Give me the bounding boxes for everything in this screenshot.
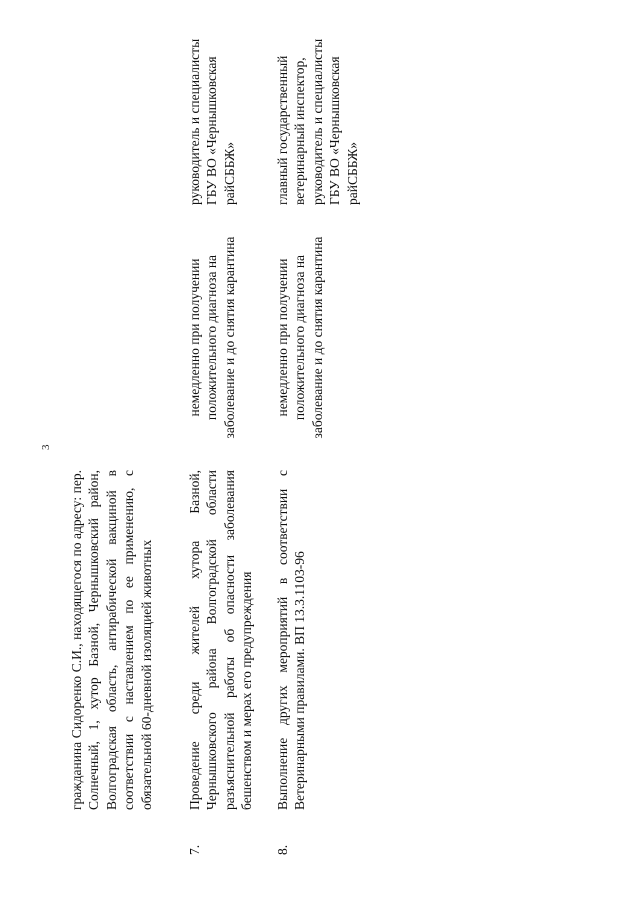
row-8-responsible: главный государственный ветеринарный инспектор, руководитель и специалисты ГБУ ВО «Чернышковская райСББЖ» xyxy=(275,38,360,205)
table-row-7 xyxy=(186,25,274,855)
row-7-term: немедленно при получении положительного диагноза на заболевание и до снятия карантина xyxy=(187,236,237,439)
row-7-description: Проведение среди жителей хутора Базной, Чернышковского района Волгоградской области разъяснительной работы об опасности заболевания бешенством и мерах его предупреждения xyxy=(187,470,255,810)
table-row-8 xyxy=(274,25,360,855)
table-row-continued xyxy=(68,25,178,855)
row-8-term: немедленно при получении положительного диагноза на заболевание и до снятия карантина xyxy=(275,236,325,439)
page-number: 3 xyxy=(40,444,52,450)
row-8-number: 8. xyxy=(275,844,290,855)
row-7-responsible: руководитель и специалисты ГБУ ВО «Чернышковская райСББЖ» xyxy=(187,38,237,205)
row-8-description: Выполнение других мероприятий в соответствии с Ветеринарными правилами. ВП 13.3.1103-96 xyxy=(275,470,308,810)
measures-table xyxy=(68,25,360,855)
row-continued-description: гражданина Сидоренко С.И., находящегося по адресу: пер. Солнечный, 1, хутор Базной, Чернышковский район, Волгоградская область, антирабической вакциной в соответствии с наставлением по ее применению, с обязательной 60-дневной изоляцией животных xyxy=(69,470,154,810)
row-7-number: 7. xyxy=(187,844,202,855)
